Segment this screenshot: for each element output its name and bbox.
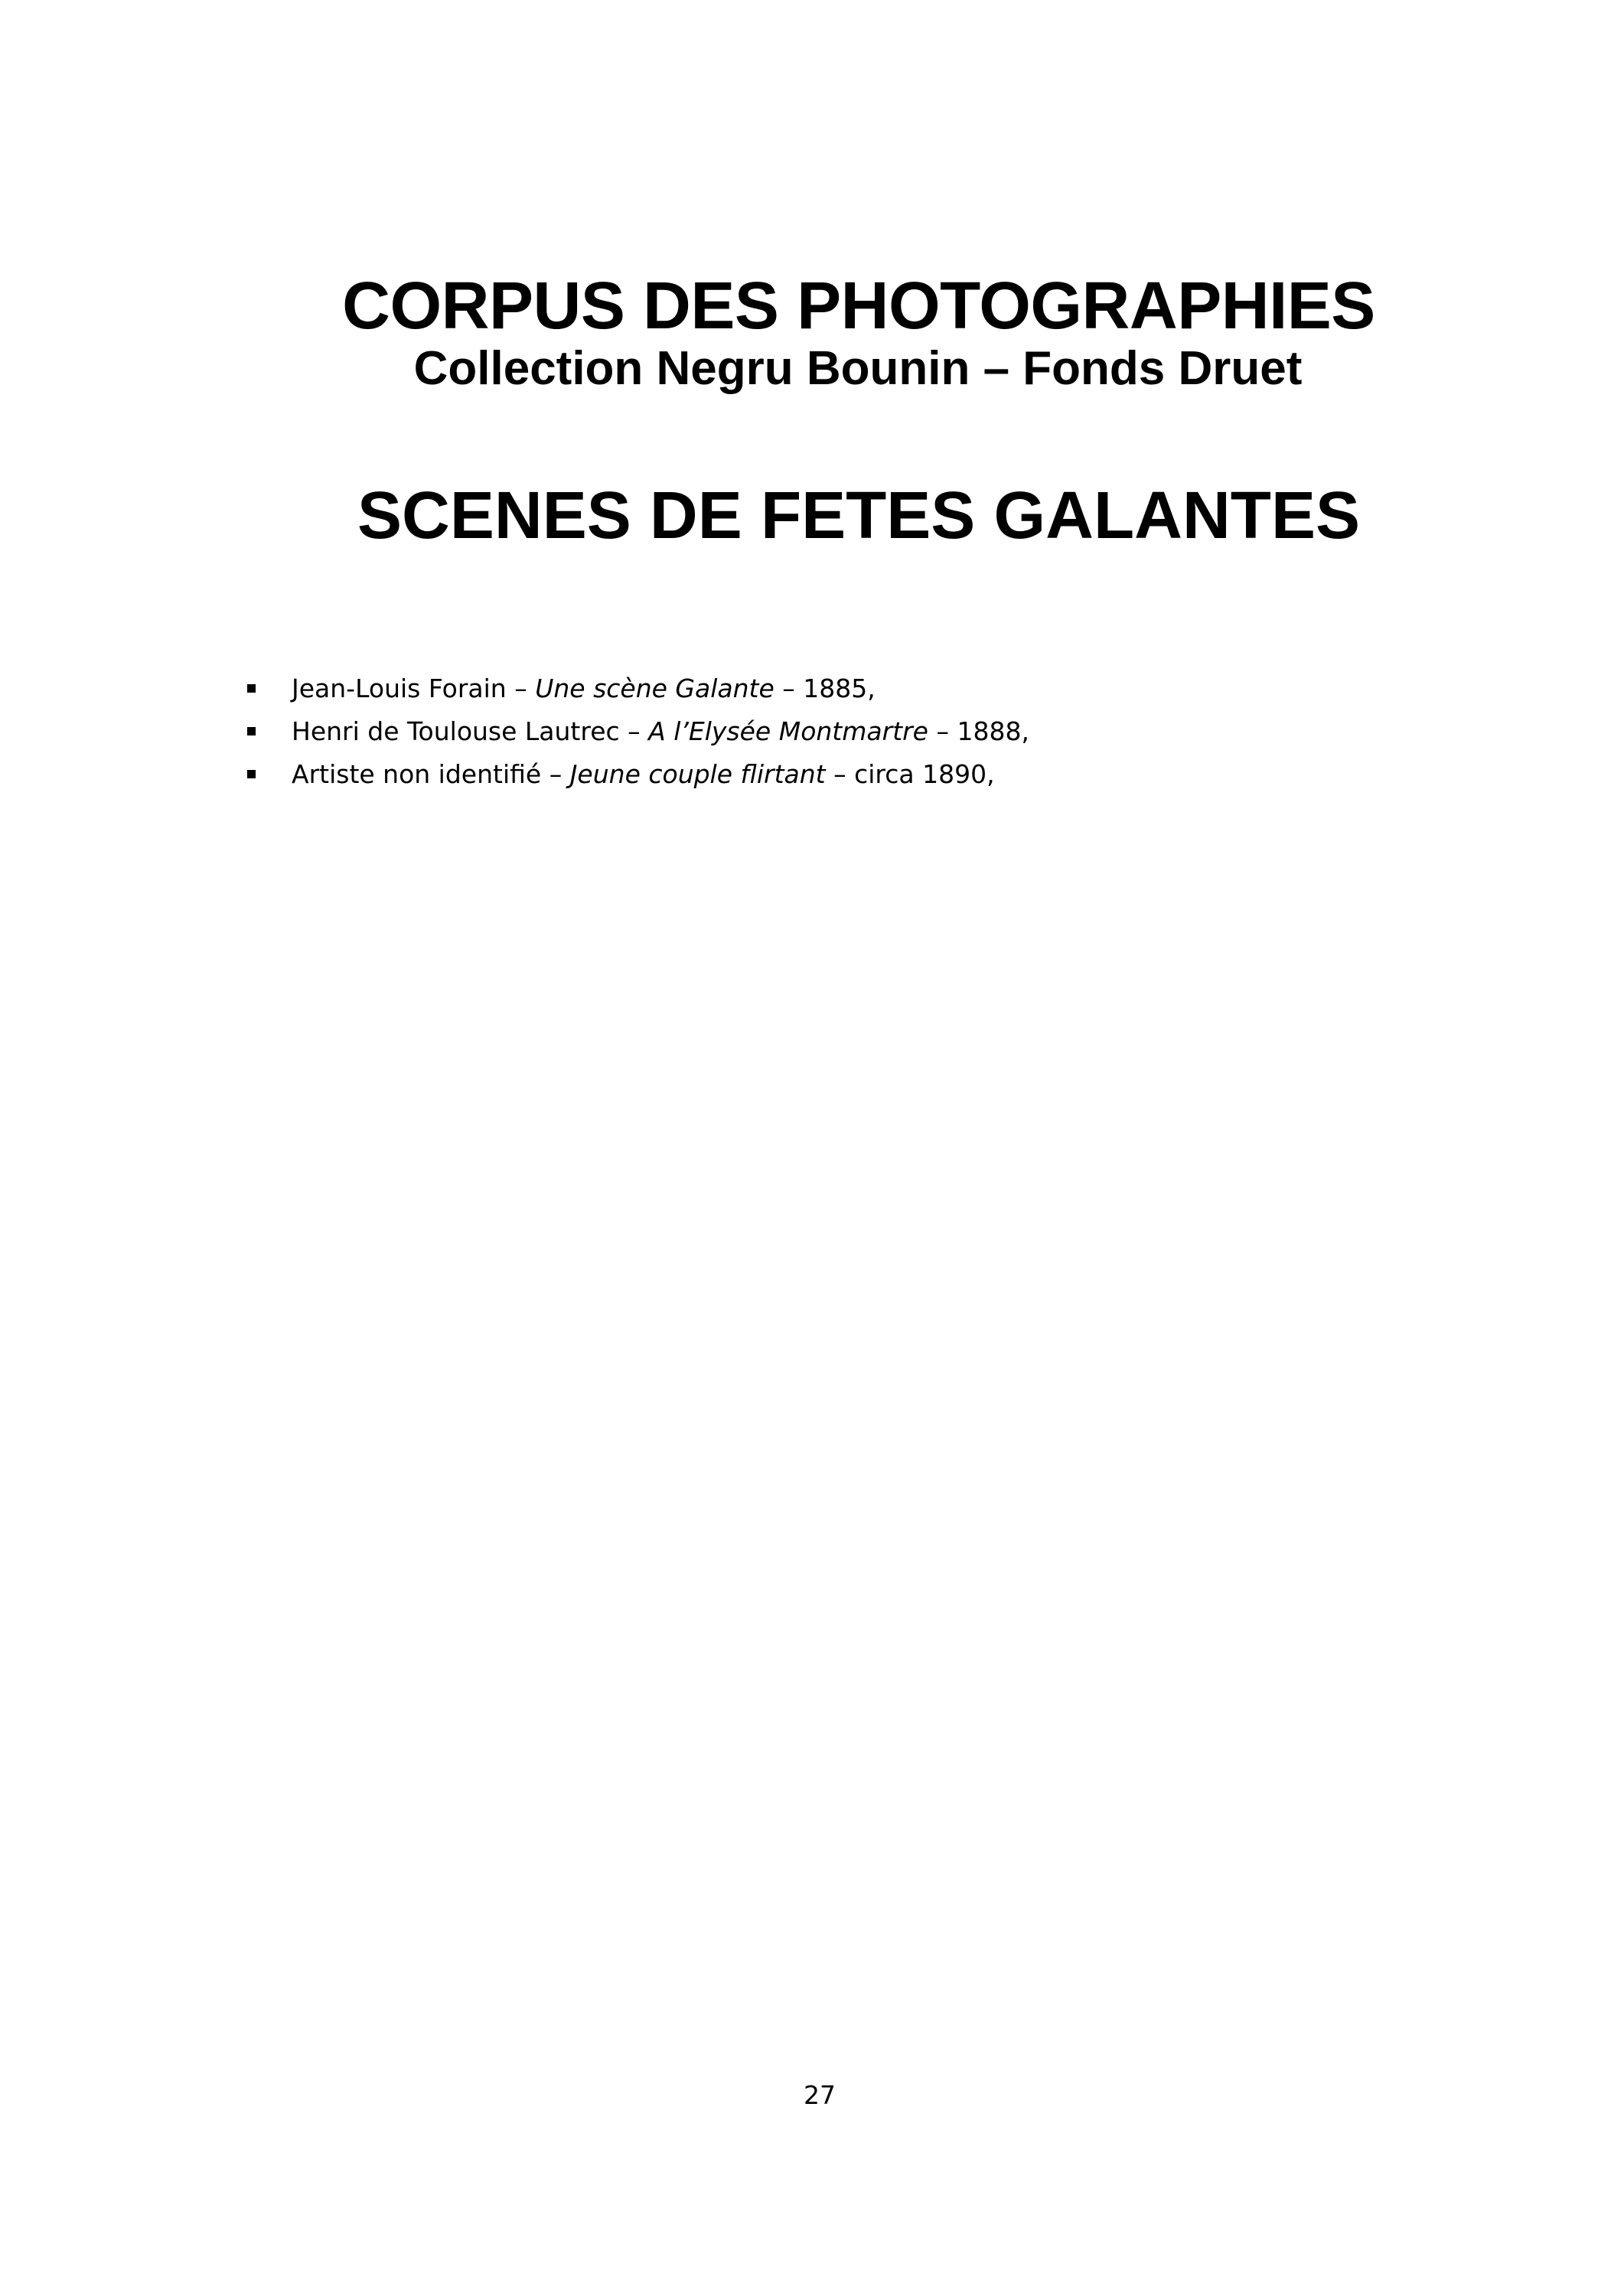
entry-work-title: Jeune couple flirtant [569,759,826,789]
square-bullet-icon [247,727,256,735]
section-title: SCENES DE FETES GALANTES [357,478,1360,553]
list-item [243,667,1029,710]
entry-artist: Jean-Louis Forain – [292,673,536,703]
photograph-list [243,667,1029,796]
page-title: CORPUS DES PHOTOGRAPHIES [342,269,1375,343]
list-item [243,753,1029,796]
square-bullet-icon [247,684,256,693]
entry-date: – 1888, [928,716,1029,746]
square-bullet-icon [247,770,256,778]
page-number: 27 [804,2080,836,2110]
entry-artist: Artiste non identifié – [292,759,570,789]
entry-work-title: Une scène Galante [535,673,774,703]
collection-subtitle: Collection Negru Bounin – Fonds Druet [413,342,1303,395]
list-item [243,710,1029,753]
entry-date: – circa 1890, [825,759,995,789]
entry-work-title: A l’Elysée Montmartre [648,716,928,746]
entry-date: – 1885, [774,673,876,703]
entry-artist: Henri de Toulouse Lautrec – [292,716,649,746]
